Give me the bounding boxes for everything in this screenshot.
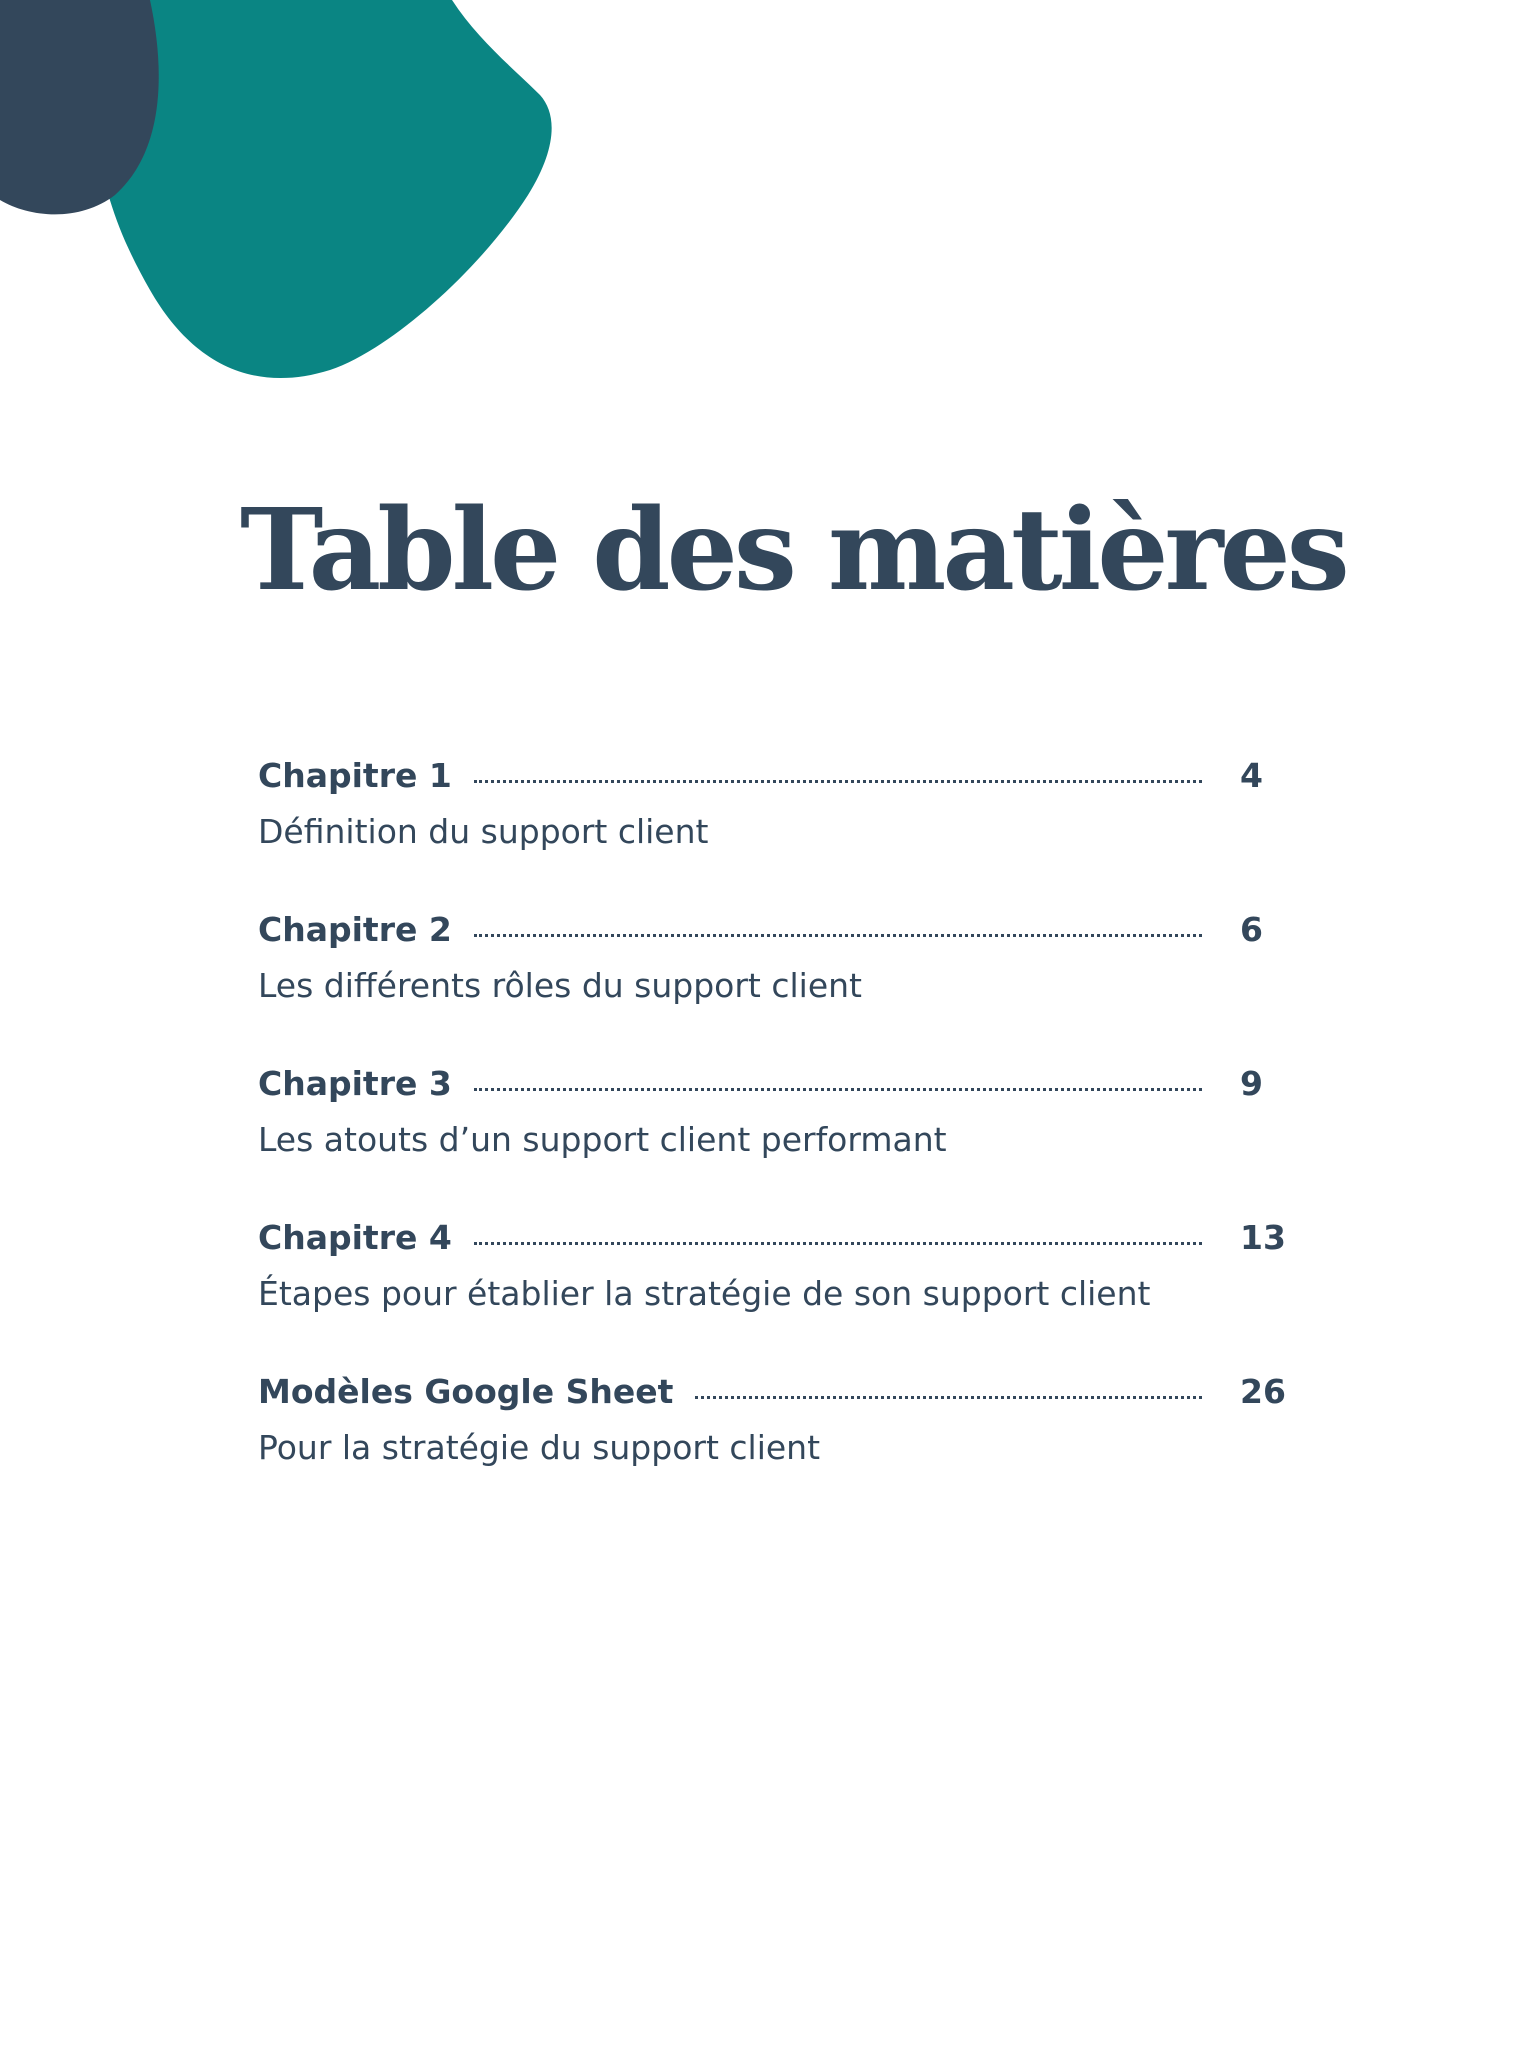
dotted-leader <box>474 780 1202 783</box>
toc-entry-label: Chapitre 2 <box>258 910 452 949</box>
dotted-leader <box>695 1396 1202 1399</box>
toc-entry-label: Chapitre 4 <box>258 1218 452 1257</box>
page-title: Table des matières <box>240 485 1346 616</box>
toc-entry-label: Chapitre 1 <box>258 756 452 795</box>
dotted-leader <box>474 1242 1202 1245</box>
toc-entry-chapter-1[interactable] <box>258 756 1298 910</box>
toc-entry-description: Pour la stratégie du support client <box>258 1428 821 1467</box>
table-of-contents <box>258 756 1298 1526</box>
toc-entry-page-number: 4 <box>1240 756 1263 795</box>
toc-entry-label: Modèles Google Sheet <box>258 1372 674 1411</box>
toc-entry-label: Chapitre 3 <box>258 1064 452 1103</box>
toc-entry-page-number: 6 <box>1240 910 1263 949</box>
dotted-leader <box>474 934 1202 937</box>
dotted-leader <box>474 1088 1202 1091</box>
toc-entry-description: Définition du support client <box>258 812 709 851</box>
toc-entry-description: Les atouts d’un support client performant <box>258 1120 947 1159</box>
toc-entry-description: Les différents rôles du support client <box>258 966 862 1005</box>
toc-entry-chapter-3[interactable] <box>258 1064 1298 1218</box>
teal-blob <box>94 0 552 378</box>
toc-entry-page-number: 9 <box>1240 1064 1263 1103</box>
toc-entry-chapter-4[interactable] <box>258 1218 1298 1372</box>
toc-entry-google-sheet-templates[interactable] <box>258 1372 1298 1526</box>
toc-entry-page-number: 13 <box>1240 1218 1286 1257</box>
toc-entry-chapter-2[interactable] <box>258 910 1298 1064</box>
toc-entry-description: Étapes pour établier la stratégie de son support client <box>258 1274 1151 1313</box>
decorative-blobs <box>0 0 600 400</box>
toc-entry-page-number: 26 <box>1240 1372 1286 1411</box>
